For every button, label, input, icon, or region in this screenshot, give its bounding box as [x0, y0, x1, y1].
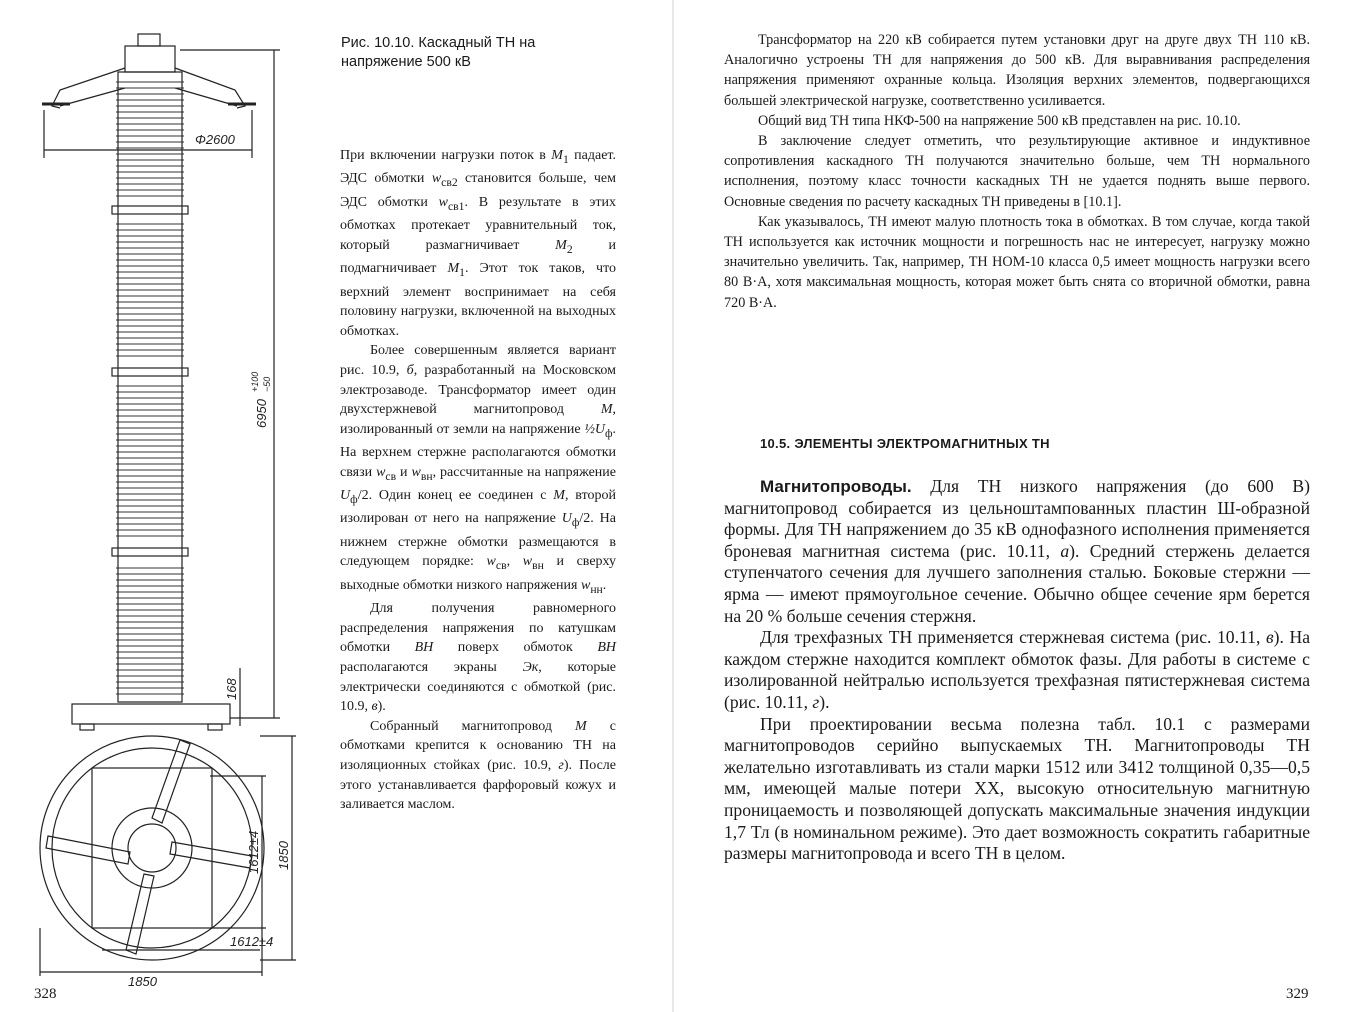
right-paragraph-1: Трансформатор на 220 кВ собирается путем установки друг на друге двух ТН 110 кВ. Аналогично устроены ТН для напряжения до 500 кВ. Для выравнивания распределения напряжения применяют охранные кольца. Изоляция верхних элементов, подвергающихся большей электрической нагрузке, соответственно усиливается. [724, 32, 1310, 109]
page-number-left: 328 [34, 986, 57, 1002]
three-phase-paragraph: Для трехфазных ТН применяется стержневая система (рис. 10.11, в). На каждом стержне находится комплект обмоток фазы. Для работы в системе с изолированной нейтралью используется трехфазная пятистержневая система (рис. 10.11, г). [724, 627, 1310, 712]
dim-height: 6950 [254, 399, 269, 428]
design-paragraph: При проектировании весьма полезна табл. 10.1 с размерами магнитопроводов серийно выпускаемых ТН. Магнитопроводы ТН желательно изготавливать из стали марки 1512 или 3412 толщиной 0,35—0,5 мм, имеющей малые потери XX, высокую относительную магнитную проницаемость и позволяющей допускать максимальные значения индукции 1,7 Тл (в номинальном режиме). Это дает возможность сократить габаритные размеры магнитопровода и всего ТН в целом. [724, 713, 1310, 864]
transformer-drawing [30, 28, 320, 988]
left-paragraph-2: Более совершенным является вариант рис. 10.9, б, разработанный на Московском электрозаводе. Трансформатор имеет один двухстержневой магнитопровод M, изолированный от земли на напряжение $\frac{1}{2}U_ф$. На верхнем стержне располагаются обмотки связи $w_{св}$ и $w_{вн}$, рассчитанные на напряжение $U_ф/2$. Один конец ее соединен с M, второй изолирован от него на напряжение $U_ф/2$. На нижнем стержне обмотки размещаются в следующем порядке: $w_{св}$, $w_{вн}$ и сверху выходные обмотки низкого напряжения $w_{нн}$. [340, 343, 617, 596]
magnetic-cores-paragraph: Магнитопроводы. Для ТН низкого напряжения (до 600 В) магнитопровод собирается из цельноштампованных пластин Ш-образной формы. Для ТН напряжением до 35 кВ однофазного исполнения применяется броневая магнитная система (рис. 10.11, а). Средний стержень делается ступенчатого сечения для лучшего заполнения сталью. Боковые стержни — ярма — имеют прямоугольное сечение. Обычно общее сечение ярм берется на 20 % больше сечения стержня. [724, 476, 1310, 626]
dim-side-inner: 1612±4 [246, 830, 261, 874]
dim-base-height: 168 [224, 678, 239, 700]
figure-caption: Рис. 10.10. Каскадный ТН на напряжение 500 кВ [341, 35, 536, 70]
dim-bottom-outer: 1850 [128, 974, 157, 988]
right-paragraph-3: В заключение следует отметить, что результирующие активное и индуктивное сопротивления каскадного ТН получаются значительно больше, чем ТН нормального исполнения, поэтому класс точности каскадных ТН не удается поднять выше первого. Основные сведения по расчету каскадных ТН приведены в [10.1]. [724, 133, 1310, 210]
left-paragraph-1: При включении нагрузки поток в $M_1$ падает. ЭДС обмотки $w_{св2}$ становится больше, чем ЭДС обмотки $w_{св1}$. В результате в этих обмотках протекает уравнительный ток, который размагничивает $M_2$ и подмагничивает $M_1$. Этот ток таков, что верхний элемент воспринимает на себя половину нагрузки, включенной на выходных обмотках. [340, 148, 617, 339]
right-paragraph-2: Общий вид ТН типа НКФ-500 на напряжение 500 кВ представлен на рис. 10.10. [758, 112, 1241, 129]
dim-height-tol-plus: +100 [250, 371, 260, 392]
left-paragraph-3: Для получения равномерного распределения напряжения по катушкам обмотки ВН поверх обмоток ВН располагаются экраны Эк, которые электрически соединяются с обмоткой (рис. 10.9, в). [340, 601, 617, 715]
dim-side-outer: 1850 [276, 841, 291, 870]
left-column-text [340, 146, 616, 815]
right-lower-text [724, 476, 1310, 865]
right-paragraph-4: Как указывалось, ТН имеют малую плотность тока в обмотках. В том случае, когда такой ТН используется как источник мощности и погрешность нас не интересует, нагрузку можно значительно увеличить. Так, например, ТН НОМ-10 класса 0,5 имеет мощность нагрузки всего 80 В·А, хотя максимальная мощность, которая может быть снята со вторичной обмотки, равна 720 В·А. [724, 213, 1310, 311]
right-upper-text [724, 30, 1310, 313]
dim-height-tol-minus: −50 [262, 376, 272, 392]
page-number-right: 329 [1286, 986, 1309, 1002]
dim-diameter: Φ2600 [195, 132, 235, 147]
dim-bottom-inner: 1612±4 [230, 934, 274, 949]
left-paragraph-4: Собранный магнитопровод M с обмотками крепится к основанию ТН на изоляционных стойках (рис. 10.9, г). После этого устанавливается фарфоровый кожух и заливается маслом. [340, 718, 616, 813]
section-heading: 10.5. ЭЛЕМЕНТЫ ЭЛЕКТРОМАГНИТНЫХ ТН [760, 436, 1050, 451]
